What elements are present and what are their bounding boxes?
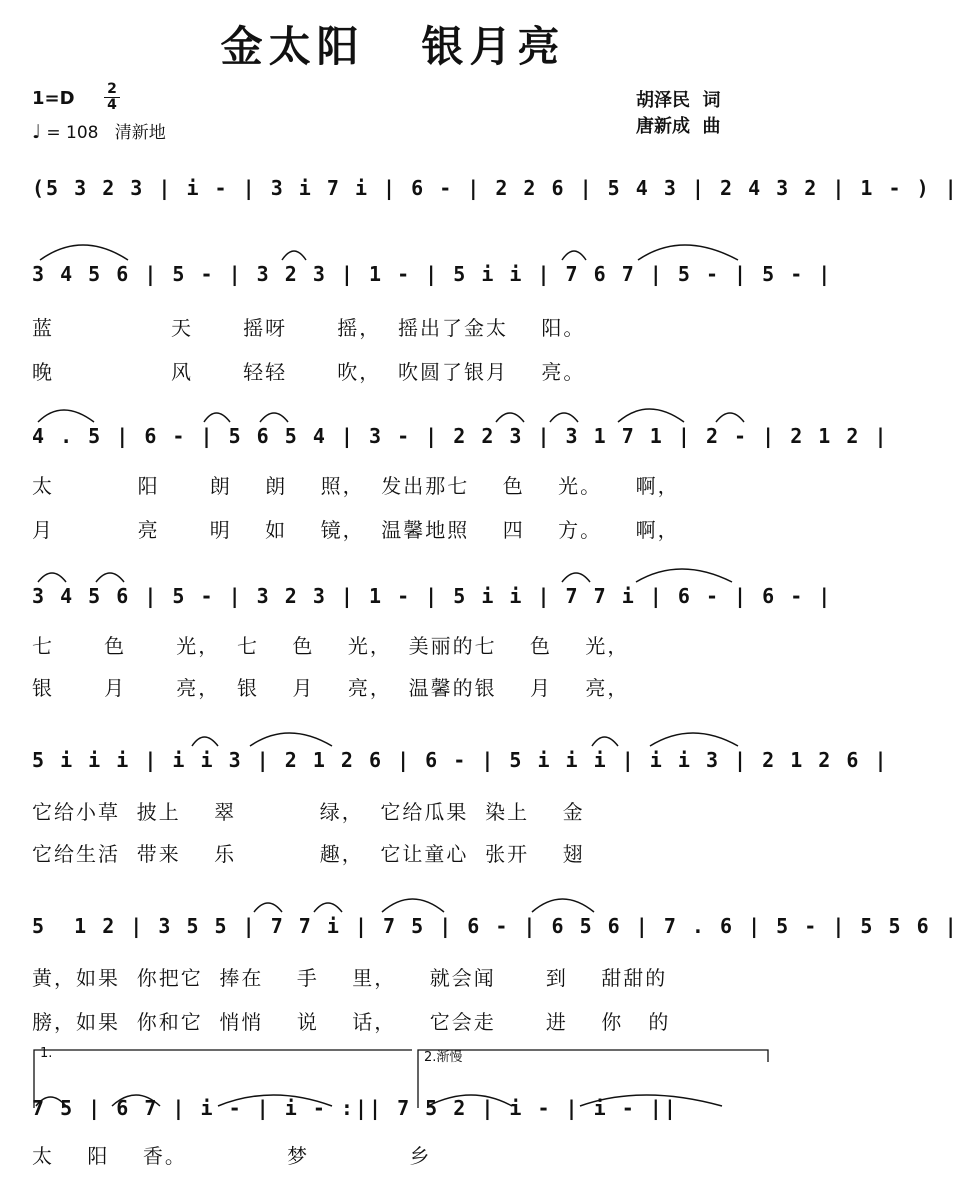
tempo-marking	[32, 118, 166, 143]
expression-marking: 清新地	[114, 123, 166, 143]
notation-line: 3 4 5 6 | 5 - | 3 2 3 | 1 - | 5 i i | 7 7 i | 6 - | 6 - |	[32, 584, 833, 608]
meter-bottom: 4	[104, 97, 120, 113]
credits	[636, 88, 721, 140]
composer-credit: 唐新成 曲	[636, 116, 721, 137]
lyric-verse-1: 它给小草 披上 翠 绿， 它给瓜果 染上 金	[32, 800, 585, 824]
notation-line: 5 1 2 | 3 5 5 | 7 7 i | 7 5 | 6 - | 6 5 6 | 7 . 6 | 5 - | 5 5 6 |	[32, 914, 959, 938]
volta-2-label: 2.渐慢	[424, 1050, 463, 1065]
lyric-verse-1: 太 阳 香。 梦 乡	[32, 1144, 432, 1168]
song-title	[0, 14, 786, 74]
lyric-verse-2: 晚 风 轻轻 吹， 吹圆了银月 亮。	[32, 360, 586, 384]
key-signature: 1=D	[32, 88, 75, 109]
notation-line: (5 3 2 3 | i - | 3 i 7 i | 6 - | 2 2 6 | 5 4 3 | 2 4 3 2 | 1 - ) |	[32, 176, 959, 200]
time-signature	[104, 82, 120, 113]
lyric-verse-1: 蓝 天 摇呀 摇， 摇出了金太 阳。	[32, 316, 586, 340]
title-part-2: 银月亮	[421, 22, 566, 71]
lyric-verse-1: 太 阳 朗 朗 照， 发出那七 色 光。 啊，	[32, 474, 680, 498]
volta-1-label: 1.	[40, 1046, 53, 1061]
lyric-verse-2: 它给生活 带来 乐 趣， 它让童心 张开 翅	[32, 842, 585, 866]
lyric-verse-2: 膀，如果 你和它 悄悄 说 话， 它会走 进 你 的	[32, 1010, 671, 1034]
lyric-verse-2: 月 亮 明 如 镜， 温馨地照 四 方。 啊，	[32, 518, 680, 542]
title-part-1: 金太阳	[220, 22, 365, 71]
lyric-verse-2: 银 月 亮， 银 月 亮， 温馨的银 月 亮，	[32, 676, 630, 700]
notation-line: 4 . 5 | 6 - | 5 6 5 4 | 3 - | 2 2 3 | 3 1 7 1 | 2 - | 2 1 2 |	[32, 424, 889, 448]
lyricist-credit: 胡泽民 词	[636, 90, 721, 111]
meter-top: 2	[107, 81, 117, 97]
notation-line: 3 4 5 6 | 5 - | 3 2 3 | 1 - | 5 i i | 7 6 7 | 5 - | 5 - |	[32, 262, 833, 286]
lyric-verse-1: 七 色 光， 七 色 光， 美丽的七 色 光，	[32, 634, 630, 658]
notation-line: 5 i i i | i i 3 | 2 1 2 6 | 6 - | 5 i i i | i i 3 | 2 1 2 6 |	[32, 748, 889, 772]
notation-line: 7 5 | 6 7 | i - | i - :|| 7 5 2 | i - | i - ||	[32, 1096, 678, 1120]
tempo-value: = 108	[46, 123, 99, 143]
quarter-note-icon: ♩	[32, 121, 41, 143]
lyric-verse-1: 黄，如果 你把它 捧在 手 里， 就会闻 到 甜甜的	[32, 966, 668, 990]
